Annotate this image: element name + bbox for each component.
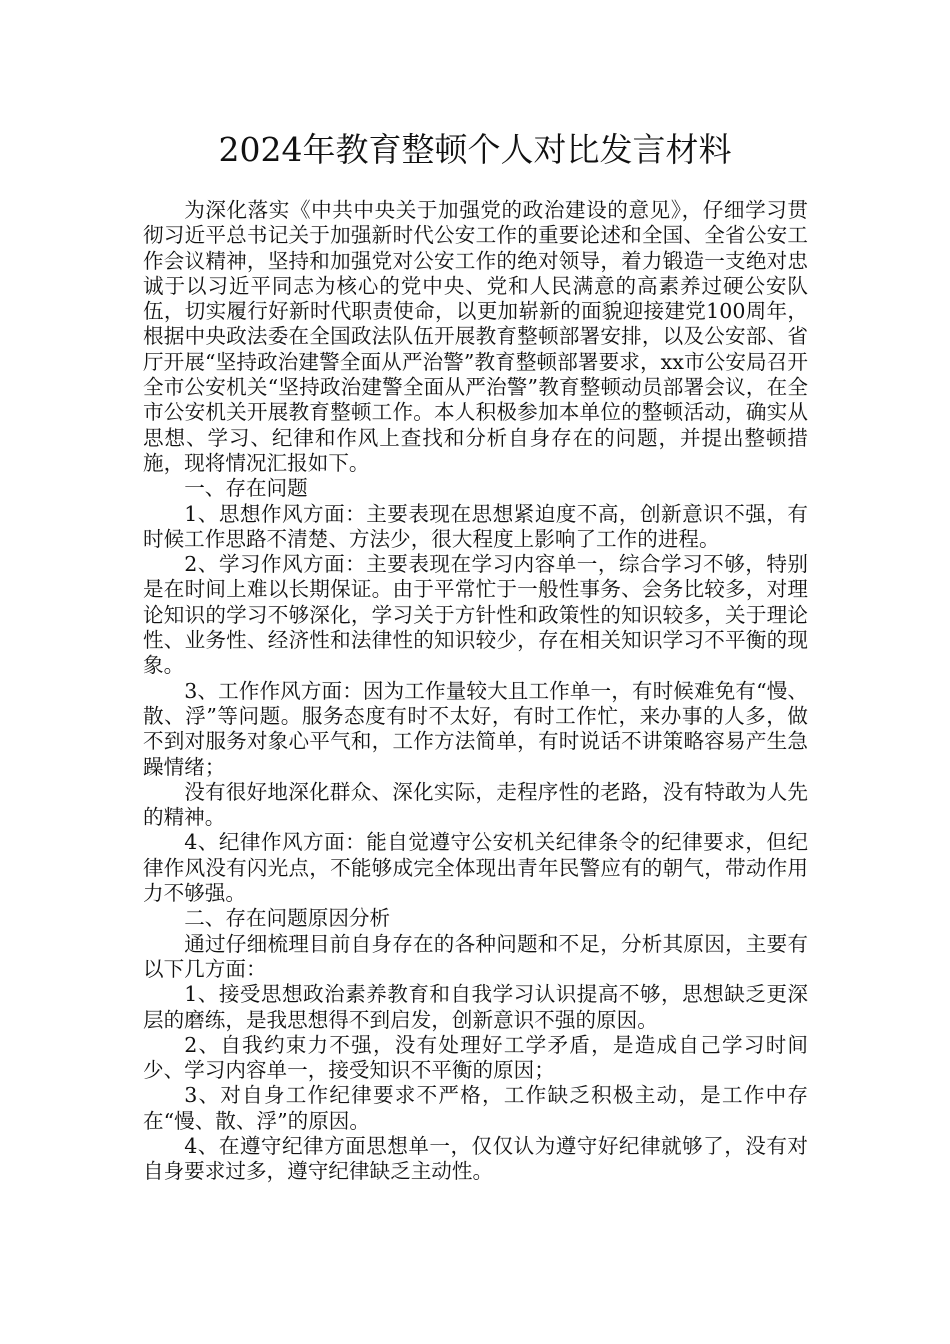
paragraph-cause-2: 2、自我约束力不强，没有处理好工学矛盾，是造成自己学习时间少、学习内容单一，接受知识不平衡的原因； [143, 1032, 808, 1083]
paragraph-cause-1: 1、接受思想政治素养教育和自我学习认识提高不够，思想缺乏更深层的磨练，是我思想得不到启发，创新意识不强的原因。 [143, 982, 808, 1032]
paragraph-intro: 为深化落实《中共中央关于加强党的政治建设的意见》，仔细学习贯彻习近平总书记关于加强新时代公安工作的重要论述和全国、全省公安工作会议精神，坚持和加强党对公安工作的绝对领导，着力锻造一支绝对忠诚于以习近平同志为核心的党中央、党和人民满意的高素养过硬公安队伍，切实履行好新时代职责使命，以更加崭新的面貌迎接建党100周年，根据中央政法委在全国政法队伍开展教育整顿部署安排，以及公安部、省厅开展“坚持政治建警全面从严治警”教育整顿部署要求，xx市公安局召开全市公安机关“坚持政治建警全面从严治警”教育整顿动员部署会议，在全市公安机关开展教育整顿工作。本人积极参加本单位的整顿活动，确实从思想、学习、纪律和作风上查找和分析自身存在的问题，并提出整顿措施，现将情况汇报如下。 [143, 198, 808, 475]
paragraph-study-style: 2、学习作风方面：主要表现在学习内容单一，综合学习不够，特别是在时间上难以长期保证。由于平常忙于一般性事务、会务比较多，对理论知识的学习不够深化，学习关于方针性和政策性的知识较多，关于理论性、业务性、经济性和法律性的知识较少，存在相关知识学习不平衡的现象。 [143, 552, 808, 678]
section-heading-causes: 二、存在问题原因分析 [184, 906, 391, 931]
paragraph-thinking-style: 1、思想作风方面：主要表现在思想紧迫度不高，创新意识不强，有时候工作思路不清楚、方法少，很大程度上影响了工作的进程。 [143, 501, 808, 551]
document-title: 2024年教育整顿个人对比发言材料 [218, 130, 732, 169]
paragraph-discipline-style: 4、纪律作风方面：能自觉遵守公安机关纪律条令的纪律要求，但纪律作风没有闪光点，不能够成完全体现出青年民警应有的朝气，带动作用力不够强。 [143, 830, 808, 906]
section-heading-problems: 一、存在问题 [184, 476, 308, 501]
paragraph-cause-3: 3、对自身工作纪律要求不严格，工作缺乏积极主动，是工作中存在“慢、散、浮”的原因。 [143, 1083, 808, 1133]
paragraph-work-style-continued: 没有很好地深化群众、深化实际，走程序性的老路，没有特敢为人先的精神。 [143, 779, 808, 830]
paragraph-cause-4: 4、在遵守纪律方面思想单一，仅仅认为遵守好纪律就够了，没有对自身要求过多，遵守纪律缺乏主动性。 [143, 1133, 808, 1184]
paragraph-causes-intro: 通过仔细梳理目前自身存在的各种问题和不足，分析其原因，主要有以下几方面： [143, 931, 808, 981]
paragraph-work-style: 3、工作作风方面：因为工作量较大且工作单一，有时候难免有“慢、散、浮”等问题。服务态度有时不太好，有时工作忙，来办事的人多，做不到对服务对象心平气和，工作方法简单，有时说话不讲策略容易产生急躁情绪； [143, 678, 808, 779]
document-body [143, 198, 808, 1185]
